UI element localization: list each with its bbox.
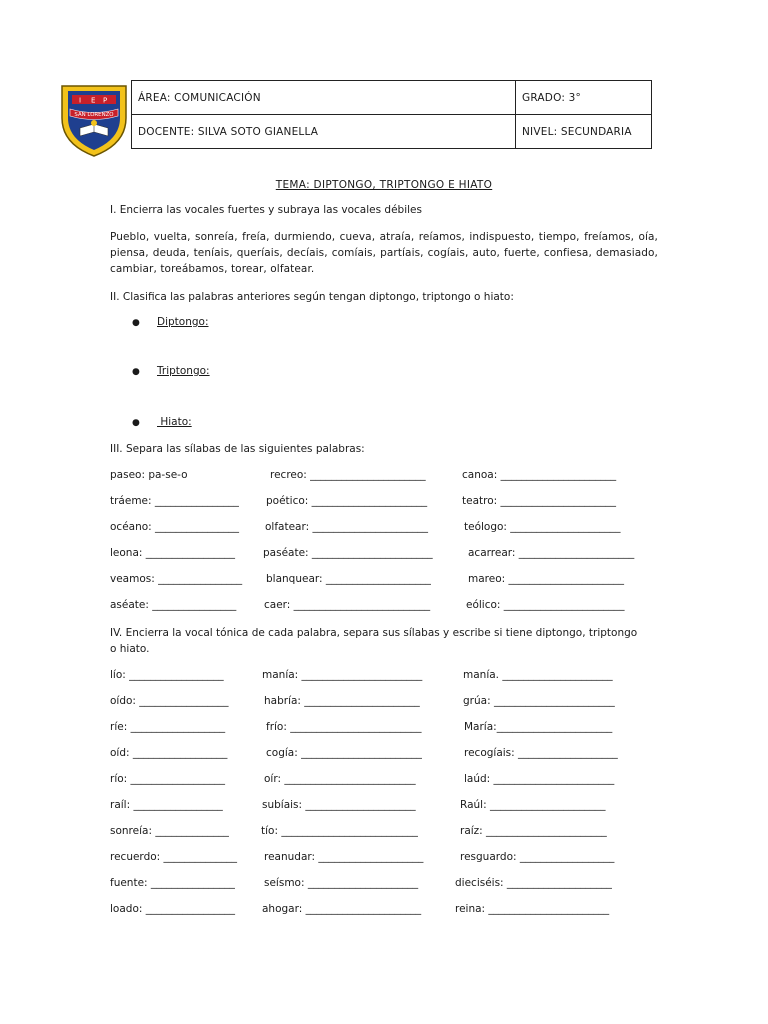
- s3-field: teólogo: _____________________: [464, 521, 621, 533]
- s3-field: tráeme: ________________: [110, 495, 239, 507]
- s4-field: grúa: _______________________: [463, 695, 615, 707]
- s4-field: recogíais: ___________________: [464, 747, 618, 759]
- section2-heading: II. Clasifica las palabras anteriores según tengan diptongo, triptongo o hiato:: [110, 291, 514, 303]
- header-nivel: NIVEL: SECUNDARIA: [516, 115, 652, 149]
- s4-field: loado: _________________: [110, 903, 235, 915]
- s4-field: subíais: _____________________: [262, 799, 416, 811]
- s3-field: recreo: ______________________: [270, 469, 426, 481]
- s4-field: cogía: _______________________: [266, 747, 422, 759]
- s4-field: fuente: ________________: [110, 877, 235, 889]
- s4-field: laúd: _______________________: [464, 773, 615, 785]
- logo-letter-3: P: [103, 96, 108, 105]
- section3-heading: III. Separa las sílabas de las siguientes palabras:: [110, 443, 365, 455]
- section4-heading: IV. Encierra la vocal tónica de cada palabra, separa sus sílabas y escribe si tiene diptongo, triptongo: [110, 627, 638, 639]
- s3-field: aséate: ________________: [110, 599, 237, 611]
- s3-field: eólico: _______________________: [466, 599, 625, 611]
- logo-text: SAN LORENZO: [74, 112, 114, 118]
- bullet-hiato: Hiato:: [157, 416, 192, 428]
- s4-field: raíz: _______________________: [460, 825, 607, 837]
- s4-field: manía: _______________________: [262, 669, 423, 681]
- bullet-dot: ●: [132, 318, 140, 328]
- s3-field: canoa: ______________________: [462, 469, 617, 481]
- s4-field: dieciséis: ____________________: [455, 877, 612, 889]
- header-docente: DOCENTE: SILVA SOTO GIANELLA: [132, 115, 516, 149]
- bullet-dot: ●: [132, 367, 140, 377]
- header-grado: GRADO: 3°: [516, 81, 652, 115]
- s4-field: María:______________________: [464, 721, 613, 733]
- s4-field: reanudar: ____________________: [264, 851, 424, 863]
- s4-field: río: __________________: [110, 773, 226, 785]
- s4-field: habría: ______________________: [264, 695, 420, 707]
- page-title: TEMA: DIPTONGO, TRIPTONGO E HIATO: [275, 179, 493, 191]
- logo-letter-2: E: [91, 96, 96, 105]
- s4-field: Raúl: ______________________: [460, 799, 606, 811]
- s4-field: ríe: __________________: [110, 721, 226, 733]
- s3-field: poético: ______________________: [266, 495, 428, 507]
- s3-field: blanquear: ____________________: [266, 573, 431, 585]
- s3-field: veamos: ________________: [110, 573, 243, 585]
- s4-field: ahogar: ______________________: [262, 903, 422, 915]
- s4-field: tío: __________________________: [261, 825, 418, 837]
- header-table: [131, 80, 652, 149]
- school-logo: [56, 78, 132, 158]
- s3-field: océano: ________________: [110, 521, 240, 533]
- bullet-diptongo: Diptongo:: [157, 316, 209, 328]
- section1-heading: I. Encierra las vocales fuertes y subraya las vocales débiles: [110, 204, 422, 216]
- s4-field: sonreía: ______________: [110, 825, 229, 837]
- header-area: ÁREA: COMUNICACIÓN: [132, 81, 516, 115]
- s4-field: raíl: _________________: [110, 799, 223, 811]
- s3-field: caer: __________________________: [264, 599, 431, 611]
- s3-field: paseo: pa-se-o: [110, 469, 188, 481]
- s4-field: resguardo: __________________: [460, 851, 615, 863]
- section4-heading-cont: o hiato.: [110, 643, 150, 655]
- s3-field: acarrear: ______________________: [468, 547, 635, 559]
- s4-field: manía. _____________________: [463, 669, 613, 681]
- bullet-triptongo: Triptongo:: [157, 365, 210, 377]
- bullet-dot: ●: [132, 418, 140, 428]
- s3-field: olfatear: ______________________: [265, 521, 428, 533]
- s4-field: oído: _________________: [110, 695, 229, 707]
- s3-field: teatro: ______________________: [462, 495, 617, 507]
- s4-field: recuerdo: ______________: [110, 851, 238, 863]
- s3-field: paséate: _______________________: [263, 547, 433, 559]
- s4-field: lío: __________________: [110, 669, 224, 681]
- s4-field: reina: _______________________: [455, 903, 610, 915]
- s4-field: seísmo: _____________________: [264, 877, 419, 889]
- s3-field: leona: _________________: [110, 547, 236, 559]
- section1-words: Pueblo, vuelta, sonreía, freía, durmiendo, cueva, atraía, reíamos, indispuesto, tiempo, freíamos, oía, piensa, deuda, teníais, queríais, decíais, comíais, partíais, cogíais, auto, fuerte, confiesa, demasiado, cambiar, toreábamos, torear, olfatear.: [110, 231, 658, 275]
- s4-field: oíd: __________________: [110, 747, 228, 759]
- s3-field: mareo: ______________________: [468, 573, 625, 585]
- s4-field: oír: _________________________: [264, 773, 416, 785]
- s4-field: frío: _________________________: [266, 721, 422, 733]
- logo-letter-1: I: [79, 96, 82, 105]
